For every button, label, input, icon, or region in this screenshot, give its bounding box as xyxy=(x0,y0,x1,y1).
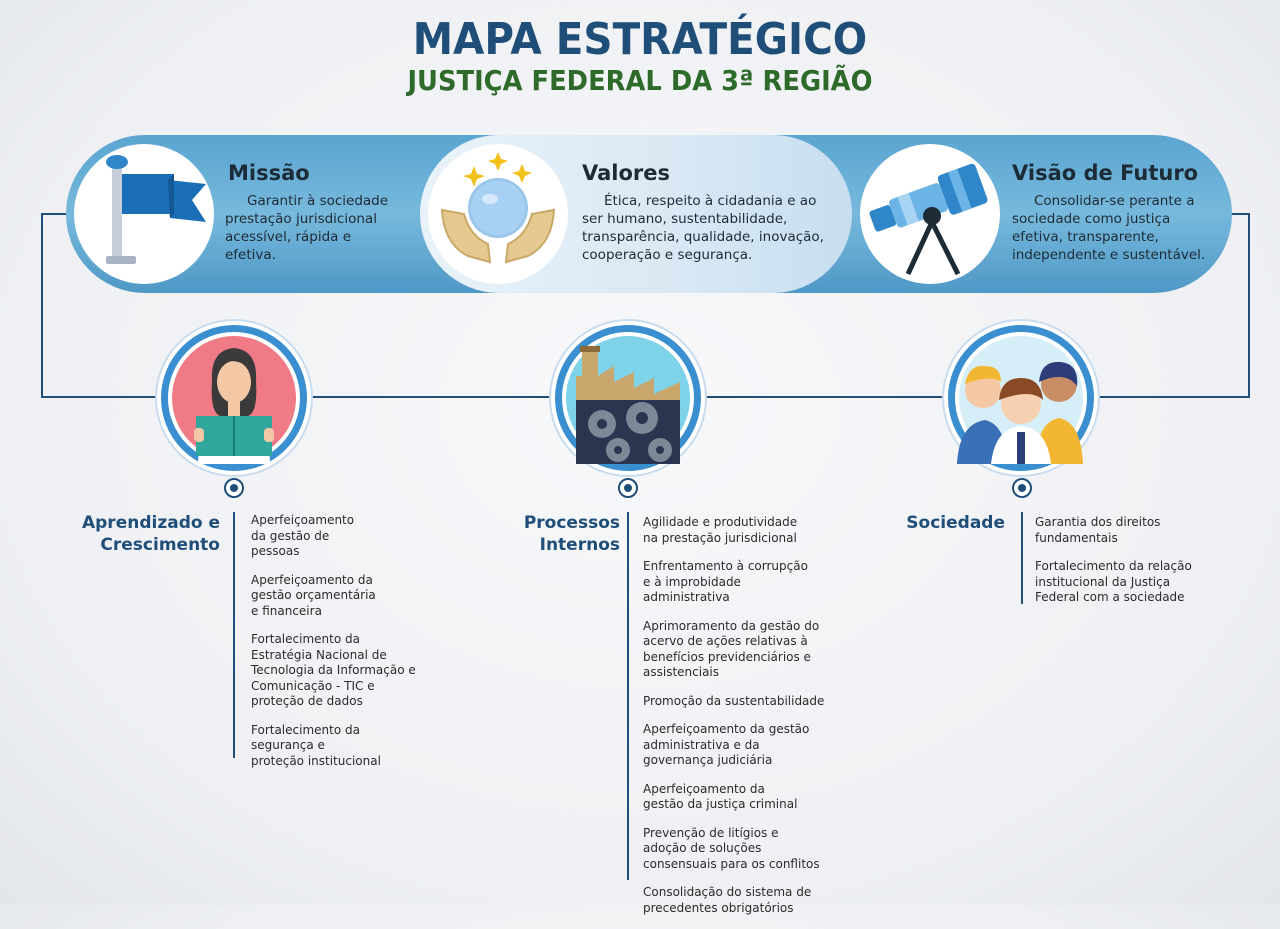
processos-dot xyxy=(618,478,638,498)
crystal-ball-hands-icon xyxy=(428,144,568,284)
sociedade-vline xyxy=(1021,512,1023,604)
visao-title: Visão de Futuro xyxy=(1012,161,1199,185)
list-item: Fortalecimento da relação institucional da Justiça Federal com a sociedade xyxy=(1035,559,1192,604)
valores-text: Ética, respeito à cidadania e ao ser humano, sustentabilidade, transparência, qualidade, inovação, cooperação e segurança. xyxy=(582,193,824,263)
aprendizado-objectives xyxy=(251,513,416,782)
list-item: Prevenção de litígios e adoção de soluções consensuais para os conflitos xyxy=(643,825,820,871)
people-group-icon xyxy=(955,332,1087,464)
flag-icon xyxy=(74,144,214,284)
reading-person-icon xyxy=(168,332,300,464)
missao-title: Missão xyxy=(228,161,310,185)
connector-left-vertical xyxy=(41,213,43,398)
valores-icon-circle xyxy=(428,144,568,284)
sociedade-title-line1: Sociedade xyxy=(906,513,1005,533)
list-item: Aperfeiçoamento da gestão administrativa e da governança judiciária xyxy=(643,722,810,767)
processos-title-line1: Processos xyxy=(523,513,620,533)
aprendizado-dot xyxy=(224,478,244,498)
list-item: Promoção da sustentabilidade xyxy=(643,693,825,708)
list-item: Garantia dos direitos fundamentais xyxy=(1035,515,1161,545)
missao-text: Garantir à sociedade prestação jurisdicional acessível, rápida e efetiva. xyxy=(225,193,389,263)
processos-icon-circle xyxy=(555,325,701,471)
processos-title xyxy=(480,512,620,556)
sociedade-title xyxy=(880,512,1005,534)
page-subtitle: JUSTIÇA FEDERAL DA 3ª REGIÃO xyxy=(407,64,873,97)
list-item: Fortalecimento da segurança e proteção institucional xyxy=(251,722,381,768)
aprendizado-title-line1: Aprendizado e xyxy=(81,513,220,533)
connector-right-vertical xyxy=(1248,213,1250,398)
page-title: MAPA ESTRATÉGICO xyxy=(412,14,868,65)
aprendizado-icon-circle xyxy=(161,325,307,471)
sociedade-icon-circle xyxy=(948,325,1094,471)
sociedade-dot xyxy=(1012,478,1032,498)
aprendizado-vline xyxy=(233,512,235,758)
list-item: Fortalecimento da Estratégia Nacional de Tecnologia da Informação e Comunicação - TIC e proteção de dados xyxy=(251,632,416,708)
list-item: Consolidação do sistema de precedentes obrigatórios xyxy=(643,885,812,915)
aprendizado-title xyxy=(60,512,220,556)
telescope-icon xyxy=(860,144,1000,284)
list-item: Agilidade e produtividade na prestação jurisdicional xyxy=(643,515,798,545)
sociedade-objectives xyxy=(1035,515,1200,619)
factory-gears-icon xyxy=(562,332,694,464)
valores-title: Valores xyxy=(582,161,670,185)
list-item: Aperfeiçoamento da gestão orçamentária e financeira xyxy=(251,572,376,618)
missao-icon-circle xyxy=(74,144,214,284)
processos-objectives xyxy=(643,515,858,929)
aprendizado-title-line2: Crescimento xyxy=(100,535,220,555)
processos-title-line2: Internos xyxy=(539,535,620,555)
processos-vline xyxy=(627,512,629,880)
list-item: Aperfeiçoamento da gestão da justiça criminal xyxy=(643,781,798,811)
visao-text: Consolidar-se perante a sociedade como justiça efetiva, transparente, independente e sustentável. xyxy=(1012,193,1206,263)
list-item: Enfrentamento à corrupção e à improbidade administrativa xyxy=(643,559,808,604)
list-item: Aprimoramento da gestão do acervo de ações relativas à benefícios previdenciários e assistenciais xyxy=(643,618,820,679)
list-item: Aperfeiçoamento da gestão de pessoas xyxy=(251,513,355,558)
visao-icon-circle xyxy=(860,144,1000,284)
